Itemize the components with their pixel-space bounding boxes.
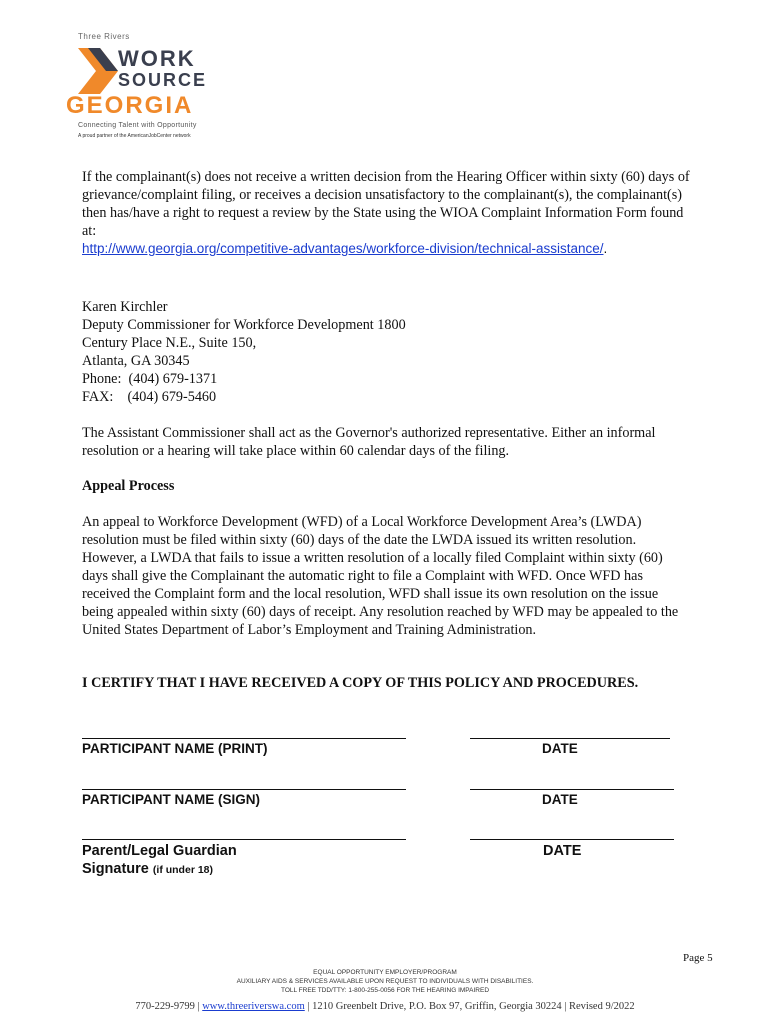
text-line: An appeal to Workforce Development (WFD) of a Local Workforce Development Area’s (LWDA) [82, 514, 642, 530]
link-line [82, 240, 722, 258]
date-line-2[interactable] [470, 789, 674, 790]
representative-paragraph [82, 424, 722, 460]
auxiliary-aids-line: AUXILIARY AIDS & SERVICES AVAILABLE UPON REQUEST TO INDIVIDUALS WITH DISABILITIES. [236, 978, 534, 985]
contact-name: Karen Kirchler [82, 299, 168, 315]
appeal-process-heading: Appeal Process [82, 478, 175, 494]
contact-fax: FAX: (404) 679-5460 [82, 389, 217, 405]
guardian-sign-line[interactable] [82, 839, 406, 840]
text-line: The Assistant Commissioner shall act as the Governor's authorized representative. Either an informal [82, 425, 656, 441]
date-label-3: DATE [543, 843, 582, 859]
footer-address: 1210 Greenbelt Drive, P.O. Box 97, Griffin, Georgia 30224 [312, 1001, 562, 1012]
guardian-label: Parent/Legal Guardian [82, 843, 237, 859]
text-line: grievance/complaint filing, or receives a decision unsatisfactory to the complainant(s), the complainant(s) [82, 187, 683, 203]
workforce-logo [66, 32, 218, 142]
name-sign-line[interactable] [82, 789, 406, 790]
guardian-signature-label [82, 861, 213, 877]
footer-phone: 770-229-9799 [135, 1001, 195, 1012]
contact-city: Atlanta, GA 30345 [82, 353, 190, 369]
text-line: If the complainant(s) does not receive a written decision from the Hearing Officer within sixty (60) days of [82, 169, 690, 185]
date-label-2: DATE [542, 792, 578, 807]
text-line: then has/have a right to request a review by the State using the WIOA Complaint Information Form found [82, 205, 684, 221]
name-sign-label: PARTICIPANT NAME (SIGN) [82, 792, 260, 807]
appeal-paragraph [82, 513, 722, 639]
name-print-line[interactable] [82, 738, 406, 739]
date-line-3[interactable] [470, 839, 674, 840]
logo-word-georgia: GEORGIA [66, 92, 194, 119]
footer-website-link[interactable]: www.threeriverswa.com [202, 1001, 305, 1012]
text-line: United States Department of Labor’s Employment and Training Administration. [82, 622, 537, 638]
link-suffix: . [603, 241, 608, 256]
logo-word-work: WORK [118, 46, 196, 71]
logo-region-text: Three Rivers [78, 32, 130, 41]
eeo-line: EQUAL OPPORTUNITY EMPLOYER/PROGRAM [313, 969, 457, 976]
guardian-signature-word: Signature [82, 861, 149, 877]
name-print-label: PARTICIPANT NAME (PRINT) [82, 741, 268, 756]
complaint-review-paragraph [82, 168, 722, 258]
footer-address-line: 770-229-9799 | www.threeriverswa.com | 1210 Greenbelt Drive, P.O. Box 97, Griffin, Georgia 30224 | Revised 9/2022 [135, 1001, 635, 1012]
text-line: received the Complaint form and the local resolution, WFD shall issue its own resolution on the issue [82, 586, 659, 602]
date-line-1[interactable] [470, 738, 670, 739]
page-number: Page 5 [683, 952, 713, 964]
certify-statement: I CERTIFY THAT I HAVE RECEIVED A COPY OF THIS POLICY AND PROCEDURES. [82, 675, 639, 691]
text-line: resolution or a hearing will take place within 60 calendar days of the filing. [82, 443, 510, 459]
logo-word-source: SOURCE [118, 70, 208, 90]
text-line: resolution must be filed within sixty (60) days of the date the LWDA issued its written resolution. [82, 532, 637, 548]
text-line: at: [82, 223, 97, 239]
text-line: days shall give the Complainant the automatic right to file a Complaint with WFD. Once WFD has [82, 568, 643, 584]
contact-block [82, 298, 722, 406]
logo-partner-text: A proud partner of the AmericanJobCenter network [78, 133, 191, 139]
guardian-note: (if under 18) [152, 864, 213, 876]
contact-title: Deputy Commissioner for Workforce Development 1800 [82, 317, 406, 333]
contact-phone: Phone: (404) 679-1371 [82, 371, 218, 387]
text-line: being appealed within sixty (60) days of receipt. Any resolution reached by WFD may be appealed to the [82, 604, 679, 620]
text-line: However, a LWDA that fails to issue a written resolution of a locally filed Complaint within sixty (60) [82, 550, 663, 566]
logo-mark-icon [78, 48, 118, 94]
logo-tagline: Connecting Talent with Opportunity [78, 122, 197, 129]
footer-revised: Revised 9/2022 [569, 1001, 635, 1012]
contact-street: Century Place N.E., Suite 150, [82, 335, 257, 351]
date-label-1: DATE [542, 741, 578, 756]
tdd-line: TOLL FREE TDD/TTY: 1-800-255-0056 FOR THE HEARING IMPAIRED [280, 987, 490, 994]
wioa-form-link[interactable]: http://www.georgia.org/competitive-advantages/workforce-division/technical-assistance/ [82, 241, 604, 256]
